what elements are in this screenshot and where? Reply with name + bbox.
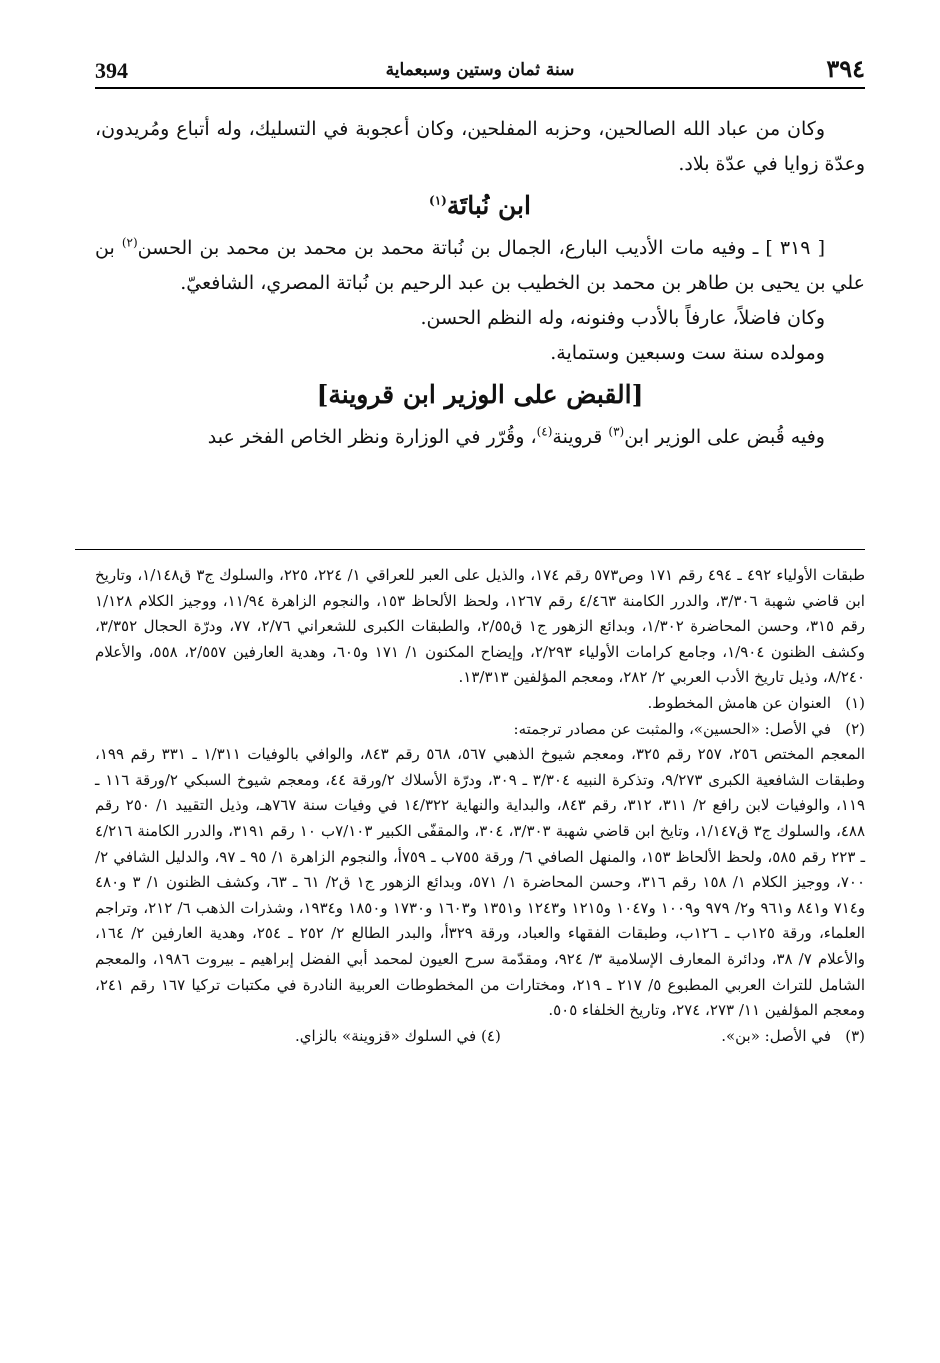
footnote-2-text: في الأصل: «الحسين»، والمثبت عن مصادر ترجمته: xyxy=(513,719,831,738)
page-number-arabic: ٣٩٤ xyxy=(826,54,865,83)
entry-319-part-b: بن علي بن يحيى بن طاهر بن محمد بن الخطيب بن عبد الرحيم بن نُباتة المصري، الشافعيّ. xyxy=(95,237,865,294)
entry-319 xyxy=(95,231,865,301)
footnote-ref-1[interactable]: (١) xyxy=(429,193,447,208)
footnotes xyxy=(95,563,865,1049)
footnote-3-number: (٣) xyxy=(845,1026,865,1045)
footnote-2-number: (٢) xyxy=(845,719,865,738)
entry-319-part-a: [ ٣١٩ ] ـ وفيه مات الأديب البارع، الجمال بن نُباتة محمد بن محمد بن محمد بن الحسن xyxy=(137,237,826,259)
footnote-1-text: العنوان عن هامش المخطوط. xyxy=(647,693,831,712)
paragraph-intro: وكان من عباد الله الصالحين، وحزبه المفلحين، وكان أعجوبة في التسليك، وله أتباع ومُريدون، وعدّة زوايا في عدّة بلاد. xyxy=(95,118,865,175)
paragraph-virtue: وكان فاضلاً، عارفاً بالأدب وفنونه، وله النظم الحسن. xyxy=(420,307,825,329)
heading-ibn-nubata xyxy=(95,188,865,223)
arrest-part-c: ، وقُرّر في الوزارة ونظر الخاص الفخر عبد xyxy=(207,426,537,448)
footnote-4-text: في السلوك «قزوينة» بالزاي. xyxy=(295,1026,477,1045)
heading-arrest: [القبض على الوزير ابن قروينة] xyxy=(316,380,644,409)
footnote-3 xyxy=(721,1024,865,1050)
main-text xyxy=(95,112,865,455)
footnote-3-text: في الأصل: «بن». xyxy=(721,1026,831,1045)
footnote-1 xyxy=(95,691,865,717)
footnotes-3-4 xyxy=(95,1024,865,1050)
paragraph-arrest xyxy=(95,420,865,455)
footnote-1-number: (١) xyxy=(845,693,865,712)
header-rule xyxy=(95,87,865,89)
running-title: سنة ثمان وستين وسبعماية xyxy=(385,60,575,80)
paragraph-birth: ومولده سنة ست وسبعين وستماية. xyxy=(550,342,825,364)
footnote-ref-2[interactable]: (٢) xyxy=(121,235,138,250)
footnote-2 xyxy=(95,717,865,743)
heading-ibn-nubata-text: ابن نُباتَة xyxy=(446,191,531,220)
arrest-part-a: وفيه قُبض على الوزير ابن xyxy=(624,426,825,448)
footnote-2-sources: المعجم المختص ٢٥٦، ٢٥٧ رقم ٣٢٥، ومعجم شيوخ الذهبي ٥٦٧، ٥٦٨ رقم ٨٤٣، والوافي بالوفيات ١/٣١١ ـ ٣٣١ رقم ١٩٩، وطبقات الشافعية الكبرى ٩/٢٧٣، وتذكرة النبيه ٣/٣٠٤ ـ ٣٠٩، ودرّة الأسلاك ٢/ورقة ٤٤، ومعجم شيوخ السبكي ٢/ورقة ١١٦ ـ ١١٩، والوفيات لابن رافع ٢/ ٣١١، ٣١٢، رقم ٨٤٣، والبداية والنهاية ١٤/٣٢٢ في وفيات سنة ٧٦٧هـ، وذيل التقييد ١/ ٢٥٠ رقم ٤٨٨، والسلوك ج٣ ق١/١٤٧، وتايخ ابن قاضي شهبة ٣/٣٠٣، ٣٠٤، والمقفّى الكبير ٧/١٠٣ب ١٠ رقم ٣١٩١، والدرر الكامنة ٤/٢١٦ ـ ٢٢٣ رقم ٥٨٥، ولحظ الألحاظ ١٥٣، والمنهل الصافي ٦/ ورقة ٧٥٥ب ـ ٧٥٩أ، والنجوم الزاهرة ١/ ٩٥ ـ ٩٧، والدليل الشافي ٢/ ٧٠٠، ووجيز الكلام ١/ ١٥٨ رقم ٣١٦، وحسن المحاضرة ١/ ٥٧١، وبدائع الزهور ج١ ق٢/ ٦١ ـ ٦٣، وكشف الظنون ١/ ٣ و٤٨٠ و٧١٤ و٨٤١ و٩٦١ و٢/ ٩٧٩ و١٠٠٩ و١٠٤٧ و١٢١٥ و١٢٤٣ و١٣٥١ و١٦٠٣ و١٧٣٠ و١٨٥٠ و١٩٣٤، وشذرات الذهب ٦/ ٢١٢، وتراجم العلماء، ورقة ١٢٥ب ـ ١٢٦ب، وطبقات الفقهاء والعباد، ورقة ٣٢٩أ، والبدر الطالع ٢/ ٢٥٢ ـ ٢٥٤، وهدية العارفين ٢/ ١٦٤، والأعلام ٧/ ٣٨، ودائرة المعارف الإسلامية ٣/ ٩٢٤، ومقدّمة سرح العيون لمحمد أبي الفضل إبراهيم ـ بيروت ١٩٨٦، والمعجم الشامل للتراث العربي المطبوع ٥/ ٢١٧ ـ ٢١٩، ومختارات من المخطوطات العربية النادرة في مكتبات تركيا ١٦٧ رقم ٢٤١، ومعجم المؤلفين ١١/ ٢٧٣، ٢٧٤، وتاريخ الخلفاء ٥٠٥. xyxy=(95,745,866,1020)
footnote-rule xyxy=(75,549,865,550)
page-header xyxy=(95,52,865,86)
footnote-ref-3[interactable]: (٣) xyxy=(608,424,625,439)
footnote-4 xyxy=(295,1024,501,1050)
footnote-ref-4[interactable]: (٤) xyxy=(536,424,553,439)
page-number-latin: 394 xyxy=(95,58,128,83)
footnote-4-number: (٤) xyxy=(481,1026,501,1045)
footnote-continuation: طبقات الأولياء ٤٩٢ ـ ٤٩٤ رقم ١٧١ وص٥٧٣ رقم ١٧٤، والذيل على العبر للعراقي ١/ ٢٢٤، ٢٢٥، والسلوك ج٣ ق١/١٤٨، وتاريخ ابن قاضي شهبة ٣/٣٠٦، والدرر الكامنة ٤/٤٦٣ رقم ١٢٦٧، ولحظ الألحاظ ١٥٣، والنجوم الزاهرة ١١/٩٤، ووجيز الكلام ١/١٢٨ رقم ٣١٥، وحسن المحاضرة ١/٣٠٢، وبدائع الزهور ج١ ق٢/٥٥، والطبقات الكبرى للشعراني ٢/٧٦، ٧٧، ودرّة الحجال ٣/٣٥٢، وكشف الظنون ١/٩٠٤، وجامع كرامات الأولياء ٢/٢٩٣، وإيضاح المكنون ١/ ١٧١ و٦٠٥، وهدية العارفين ٢/٥٥٧، ٥٥٨، والأعلام ٨/٢٤٠، وذيل تاريخ الأدب العربي ٢/ ٢٨٢، ومعجم المؤلفين ١٣/٣١٣. xyxy=(95,566,866,687)
arrest-part-b: قروينة xyxy=(552,426,609,448)
